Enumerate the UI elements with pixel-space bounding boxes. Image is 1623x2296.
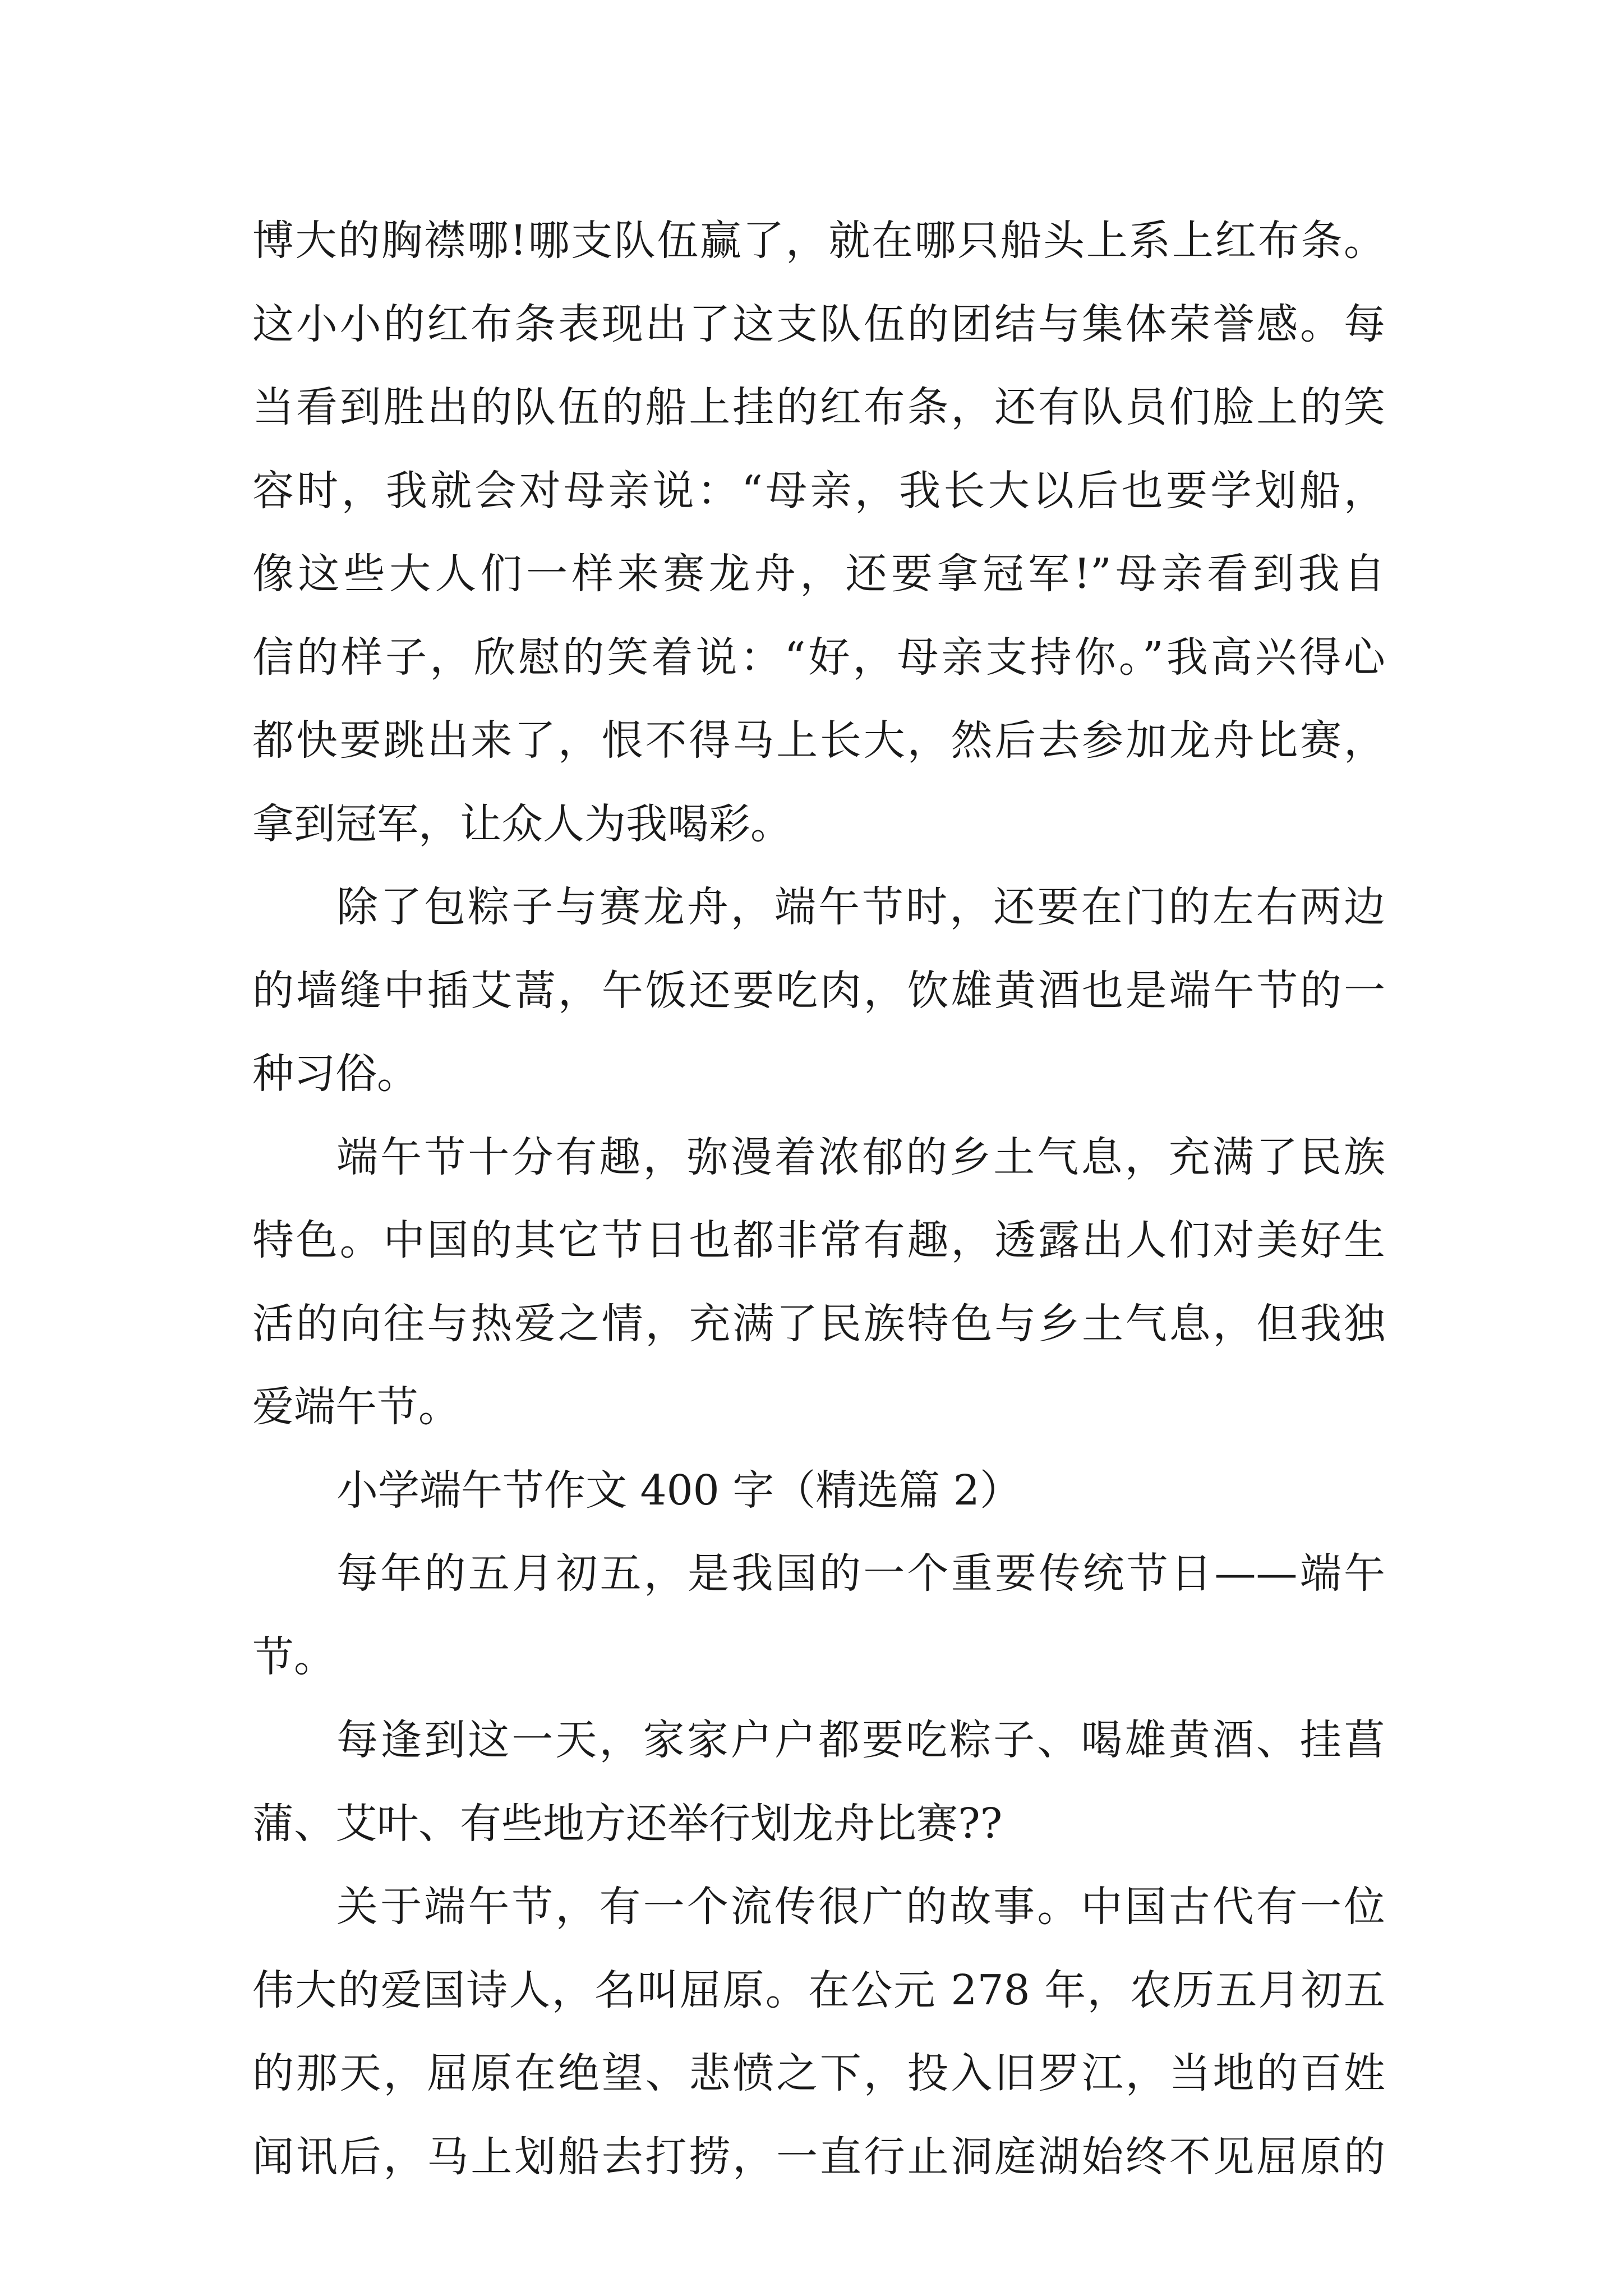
text-line: 都快要跳出来了，恨不得马上长大，然后去参加龙舟比赛， [252,716,1385,765]
text-line: 的墙缝中插艾蒿，午饭还要吃肉，饮雄黄酒也是端午节的一 [252,966,1385,1015]
text-line: 每年的五月初五，是我国的一个重要传统节日——端午 [336,1549,1385,1598]
text-line: 特色。中国的其它节日也都非常有趣，透露出人们对美好生 [252,1216,1385,1264]
text-line: 蒲、艾叶、有些地方还举行划龙舟比赛?? [252,1799,1003,1848]
text-line: 拿到冠军，让众人为我喝彩。 [252,799,792,848]
text-line: 像这些大人们一样来赛龙舟，还要拿冠军!”母亲看到我自 [252,550,1385,598]
text-line: 端午节十分有趣，弥漫着浓郁的乡土气息，充满了民族 [336,1133,1385,1181]
text-line: 每逢到这一天，家家户户都要吃粽子、喝雄黄酒、挂菖 [336,1716,1385,1764]
text-line: 伟大的爱国诗人，名叫屈原。在公元 278 年，农历五月初五 [252,1966,1385,2014]
text-line: 除了包粽子与赛龙舟，端午节时，还要在门的左右两边 [336,883,1385,931]
body-text [252,199,1385,2198]
text-line: 关于端午节，有一个流传很广的故事。中国古代有一位 [336,1883,1385,1931]
text-line: 这小小的红布条表现出了这支队伍的团结与集体荣誉感。每 [252,300,1385,348]
text-line: 小学端午节作文 400 字（精选篇 2） [336,1466,1021,1515]
text-line: 容时，我就会对母亲说：“母亲，我长大以后也要学划船， [252,466,1385,515]
text-line: 当看到胜出的队伍的船上挂的红布条，还有队员们脸上的笑 [252,383,1385,431]
text-line: 节。 [252,1632,335,1681]
text-line: 博大的胸襟哪!哪支队伍赢了，就在哪只船头上系上红布条。 [252,217,1385,265]
text-line: 信的样子，欣慰的笑着说：“好，母亲支持你。”我高兴得心 [252,633,1385,682]
text-line: 种习俗。 [252,1050,418,1098]
text-line: 的那天，屈原在绝望、悲愤之下，投入旧罗江，当地的百姓 [252,2049,1385,2097]
text-line: 爱端午节。 [252,1383,460,1431]
text-line: 活的向往与热爱之情，充满了民族特色与乡土气息，但我独 [252,1299,1385,1348]
text-line: 闻讯后，马上划船去打捞，一直行止洞庭湖始终不见屈原的 [252,2132,1385,2181]
